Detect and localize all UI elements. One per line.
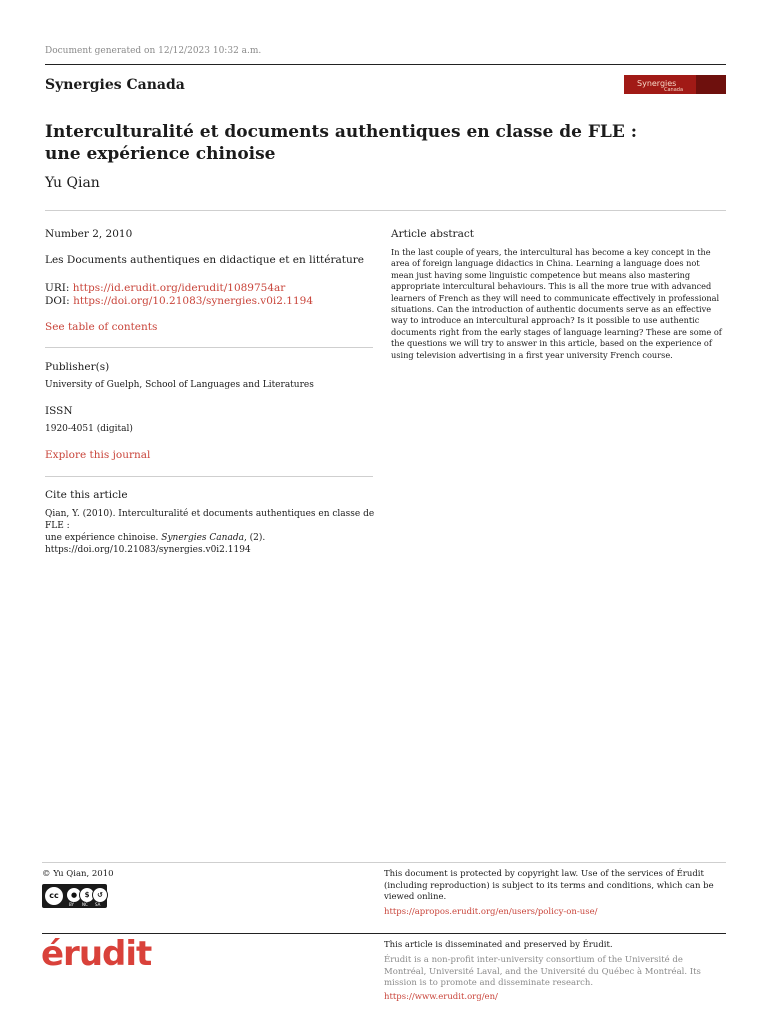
logo-text: Synergies <box>637 79 677 88</box>
nc-label: NC <box>82 902 88 907</box>
doi-link[interactable]: https://doi.org/10.21083/synergies.v0i2.1194 <box>73 295 314 307</box>
doi-line <box>45 295 313 307</box>
issn-heading: ISSN <box>45 405 73 417</box>
erudit-link[interactable]: https://www.erudit.org/en/ <box>384 992 498 1002</box>
synergies-logo <box>624 75 726 94</box>
generated-date: Document generated on 12/12/2023 10:32 a.m. <box>45 46 262 56</box>
cite-line-1: Qian, Y. (2010). Interculturalité et documents authentiques en classe de FLE : <box>45 509 375 531</box>
left-divider-2 <box>45 476 373 477</box>
issn-value: 1920-4051 (digital) <box>45 424 133 434</box>
cc-license-badge <box>42 884 107 908</box>
by-icon: ● <box>66 887 82 903</box>
left-divider-1 <box>45 347 373 348</box>
abstract-text: In the last couple of years, the intercultural has become a key concept in the area of foreign language didactics in China. Learning a language does not mean just having some linguistic competence but means also mastering appropriate intercultural behaviours. This is all the more true with advanced learners of French as they will need to communicate effectively in professional situations. Can the introduction of authentic documents serve as an effective way to introduce an intercultural approach? Is it possible to use authentic documents right from the early stages of language learning? These are some of the questions we will try to answer in this article, based on the experience of using television advertising in a first year university French course. <box>391 247 722 360</box>
journal-name: Synergies Canada <box>45 77 185 93</box>
article-title <box>45 121 705 165</box>
article-author: Yu Qian <box>45 175 100 191</box>
header-divider <box>45 64 726 65</box>
issue-theme: Les Documents authentiques en didactique et en littérature <box>45 254 364 266</box>
explore-journal-link[interactable]: Explore this journal <box>45 449 151 461</box>
doi-label: DOI: <box>45 295 74 307</box>
title-line-1: Interculturalité et documents authentiques en classe de FLE : <box>45 122 638 142</box>
by-label: BY <box>69 902 74 907</box>
issue-number: Number 2, 2010 <box>45 228 133 240</box>
publisher-heading: Publisher(s) <box>45 361 110 373</box>
sa-icon: ↺ <box>92 887 108 903</box>
cite-journal: Synergies Canada <box>161 533 244 543</box>
title-line-2: une expérience chinoise <box>45 144 276 164</box>
table-of-contents-link[interactable]: See table of contents <box>45 321 158 333</box>
cite-line-3: https://doi.org/10.21083/synergies.v0i2.1194 <box>45 545 251 555</box>
cite-line-2 <box>45 532 375 544</box>
uri-link[interactable]: https://id.erudit.org/iderudit/1089754ar <box>72 282 286 294</box>
uri-line <box>45 282 285 294</box>
dissemination-title: This article is disseminated and preserved by Érudit. <box>384 940 613 950</box>
cite-line-2a: une expérience chinoise. <box>45 533 162 543</box>
nc-icon: $ <box>79 887 95 903</box>
cite-heading: Cite this article <box>45 489 128 501</box>
cc-icon: cc <box>44 886 64 906</box>
sa-label: SA <box>95 902 101 907</box>
publisher-name: University of Guelph, School of Languages and Literatures <box>45 380 314 390</box>
title-divider <box>45 210 726 211</box>
citation <box>45 508 375 556</box>
dissemination-text: Érudit is a non-profit inter-university consortium of the Université de Montréal, Université Laval, and the Université du Québec à Montréal. Its mission is to promote and disseminate research. <box>384 955 701 988</box>
rights-notice: This document is protected by copyright law. Use of the services of Érudit (including reproduction) is subject to its terms and conditions, which can be viewed online. <box>384 869 714 902</box>
abstract-heading: Article abstract <box>391 228 474 240</box>
logo-subtext: Canada <box>664 87 684 93</box>
cite-line-2b: , (2). <box>243 533 266 543</box>
footer-divider-1 <box>42 862 726 863</box>
copyright: © Yu Qian, 2010 <box>42 869 114 879</box>
uri-label: URI: <box>45 282 73 294</box>
policy-link[interactable]: https://apropos.erudit.org/en/users/policy-on-use/ <box>384 907 598 917</box>
erudit-logo: érudit <box>41 934 152 974</box>
